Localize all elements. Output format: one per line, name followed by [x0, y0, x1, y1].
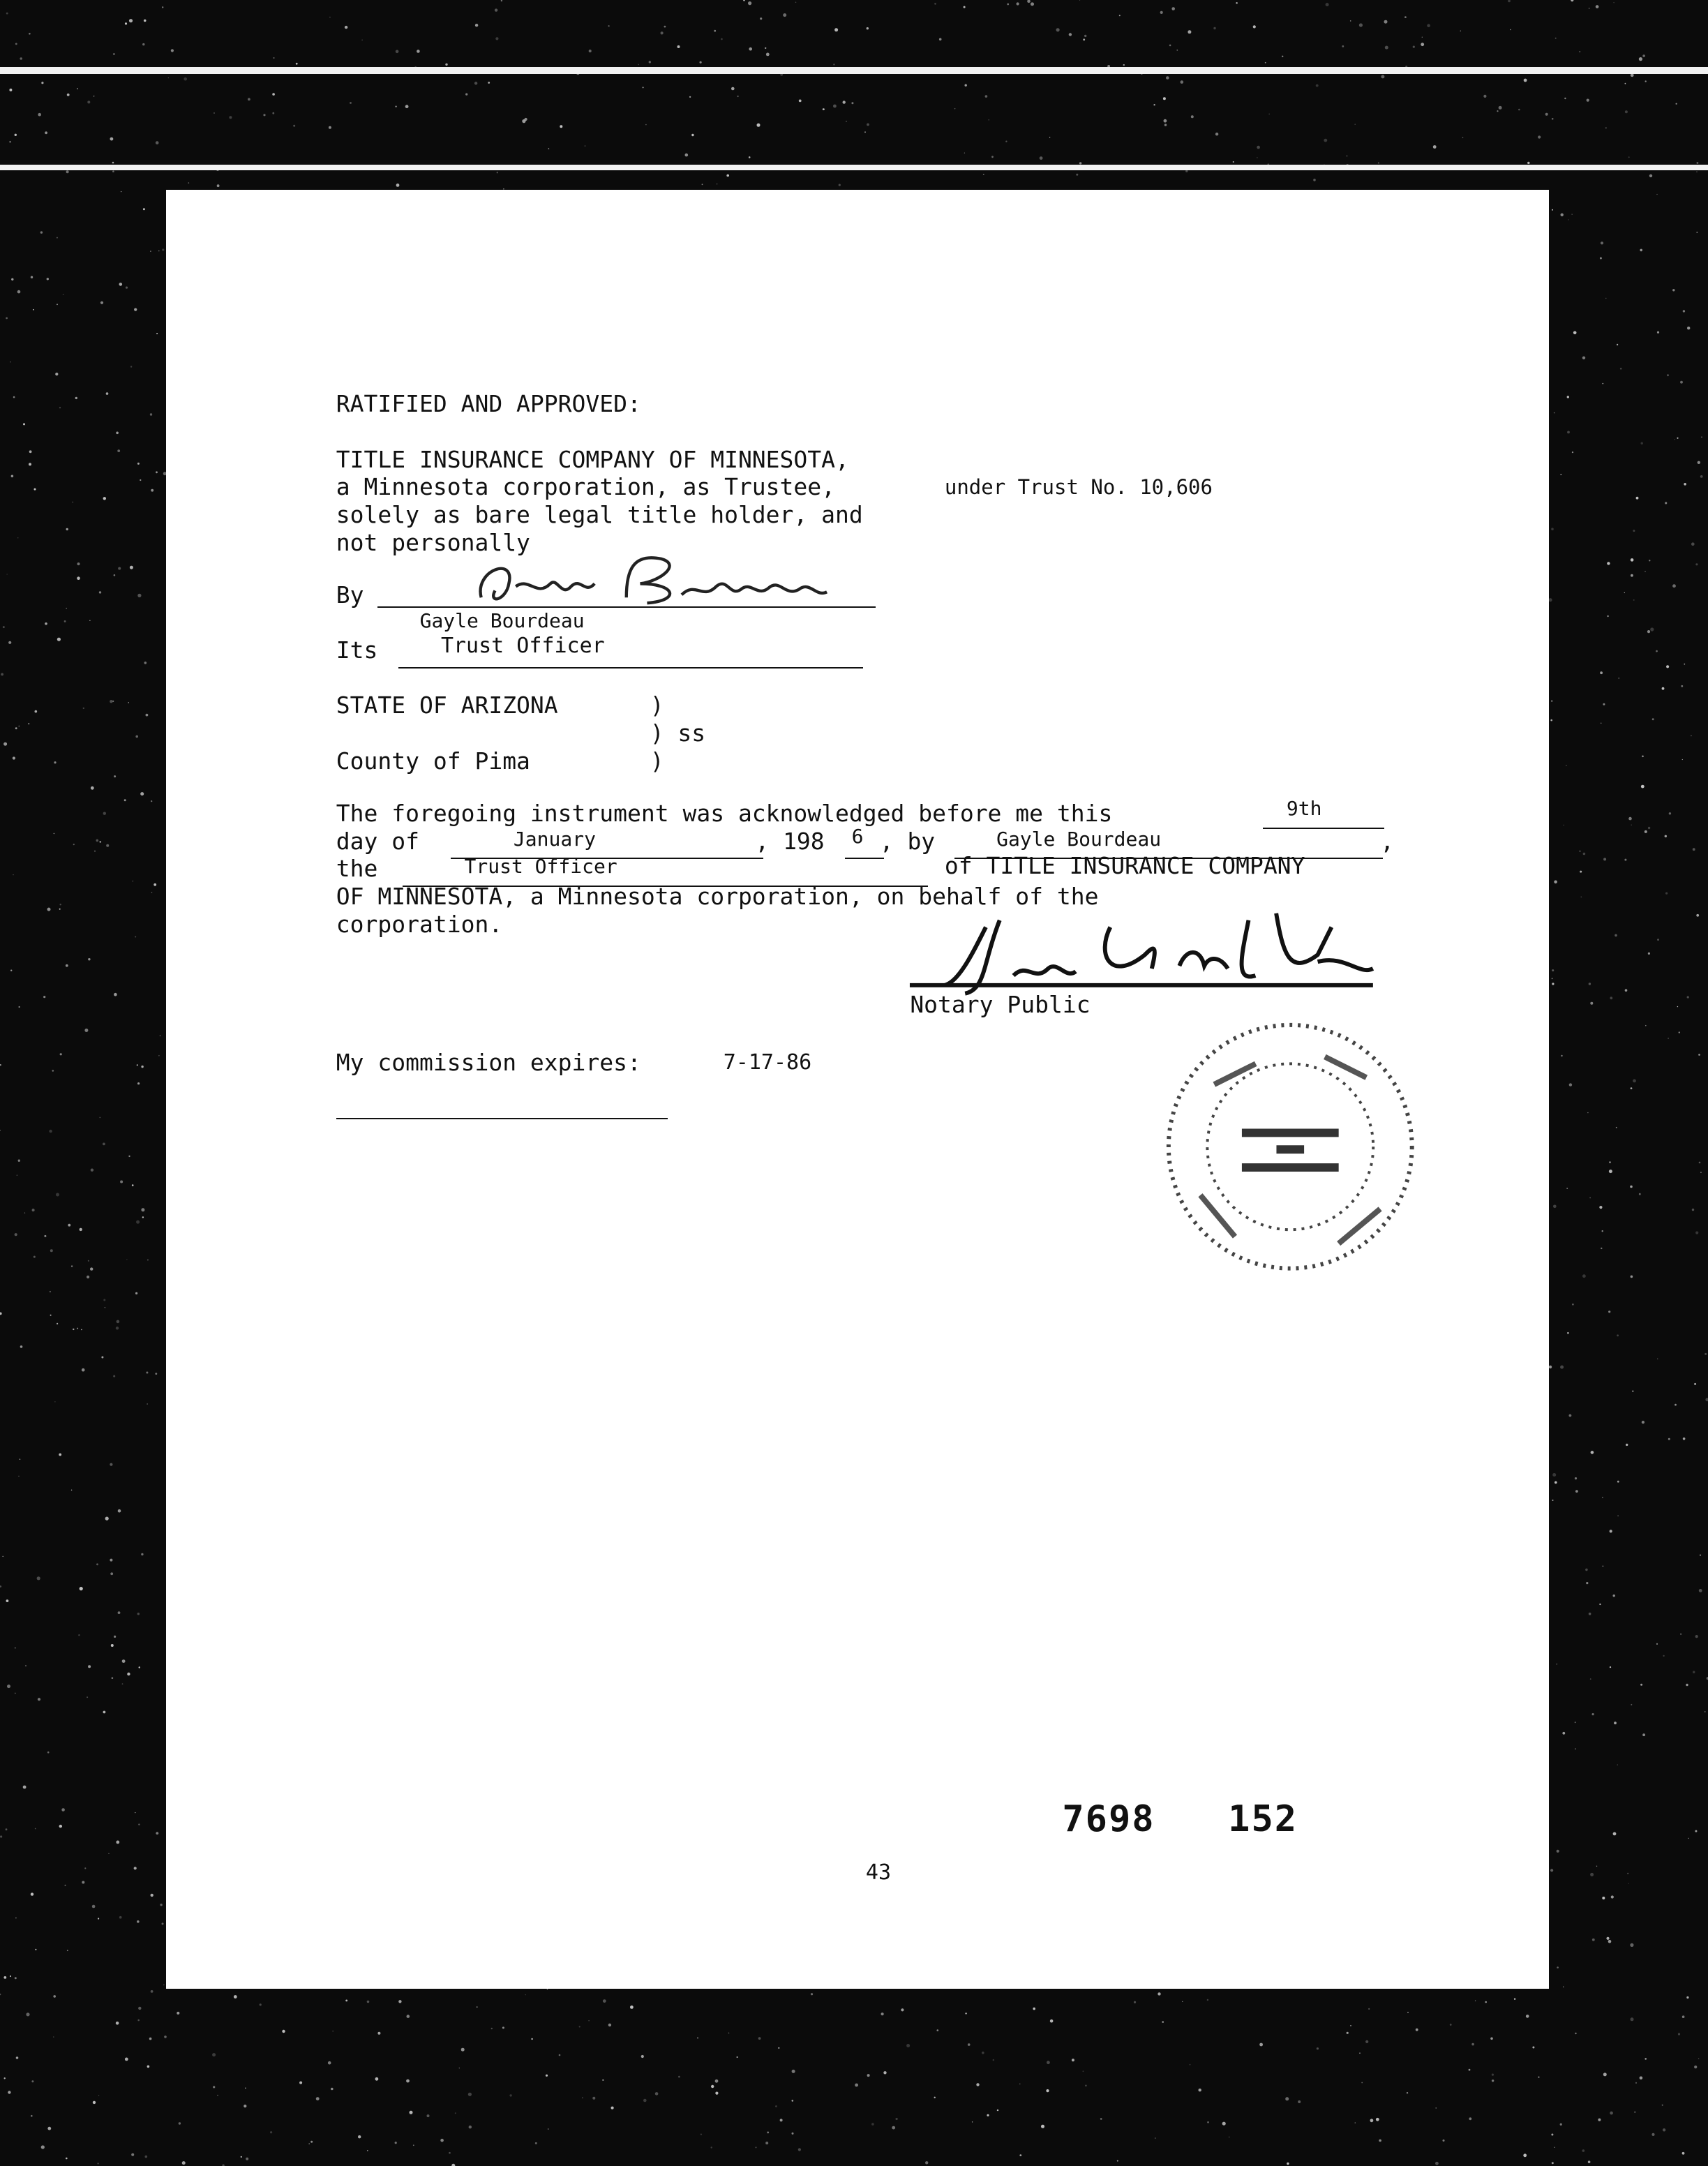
day-of-label: day of [336, 827, 419, 855]
of-company: of TITLE INSURANCE COMPANY [944, 852, 1305, 880]
company-line: not personally [336, 528, 530, 556]
notary-label: Notary Public [910, 990, 1091, 1018]
year-prefix: , 198 [755, 827, 825, 855]
company-line: solely as bare legal title holder, and [336, 500, 863, 528]
by-text: , by [879, 827, 936, 855]
trust-reference: under Trust No. 10,606 [944, 475, 1213, 500]
acknowledgment-line-4: OF MINNESOTA, a Minnesota corporation, on behalf of the [336, 882, 1099, 910]
year-line [845, 858, 883, 859]
venue-paren: ) [650, 747, 664, 775]
scan-edge-line [0, 165, 1708, 170]
year-digit: 6 [851, 824, 864, 848]
venue-paren: ) [650, 692, 664, 719]
signer-name: Gayle Bourdeau [419, 608, 585, 632]
company-line: TITLE INSURANCE COMPANY OF MINNESOTA, [336, 445, 849, 473]
notary-seal [1159, 1015, 1422, 1278]
page-reference: 152 [1228, 1798, 1298, 1841]
its-label: Its [336, 636, 378, 664]
day-line [1263, 828, 1384, 829]
comma: , [1380, 827, 1395, 855]
month-value: January [513, 827, 596, 851]
venue-ss: ) ss [650, 719, 706, 747]
day-value: 9th [1286, 797, 1322, 821]
the-label: the [336, 855, 378, 883]
document-page [166, 190, 1549, 1989]
venue-county: County of Pima [336, 747, 530, 775]
acknowledgment-line-1: The foregoing instrument was acknowledged before me this [336, 800, 1113, 828]
venue-state: STATE OF ARIZONA [336, 692, 558, 719]
company-line: a Minnesota corporation, as Trustee, [336, 473, 836, 501]
heading: RATIFIED AND APPROVED: [336, 390, 641, 418]
by-label: By [336, 581, 364, 608]
its-value: Trust Officer [440, 634, 605, 659]
acknowledgment-line-5: corporation. [336, 910, 503, 938]
commission-label: My commission expires: [336, 1048, 641, 1076]
its-line [398, 667, 863, 669]
scan-edge-line [0, 67, 1708, 74]
commission-value: 7-17-86 [723, 1050, 812, 1075]
blank-line [336, 1118, 668, 1119]
page-number: 43 [865, 1860, 892, 1885]
title-value: Trust Officer [464, 855, 617, 879]
book-number: 7698 [1062, 1798, 1155, 1841]
person-value: Gayle Bourdeau [996, 827, 1162, 851]
